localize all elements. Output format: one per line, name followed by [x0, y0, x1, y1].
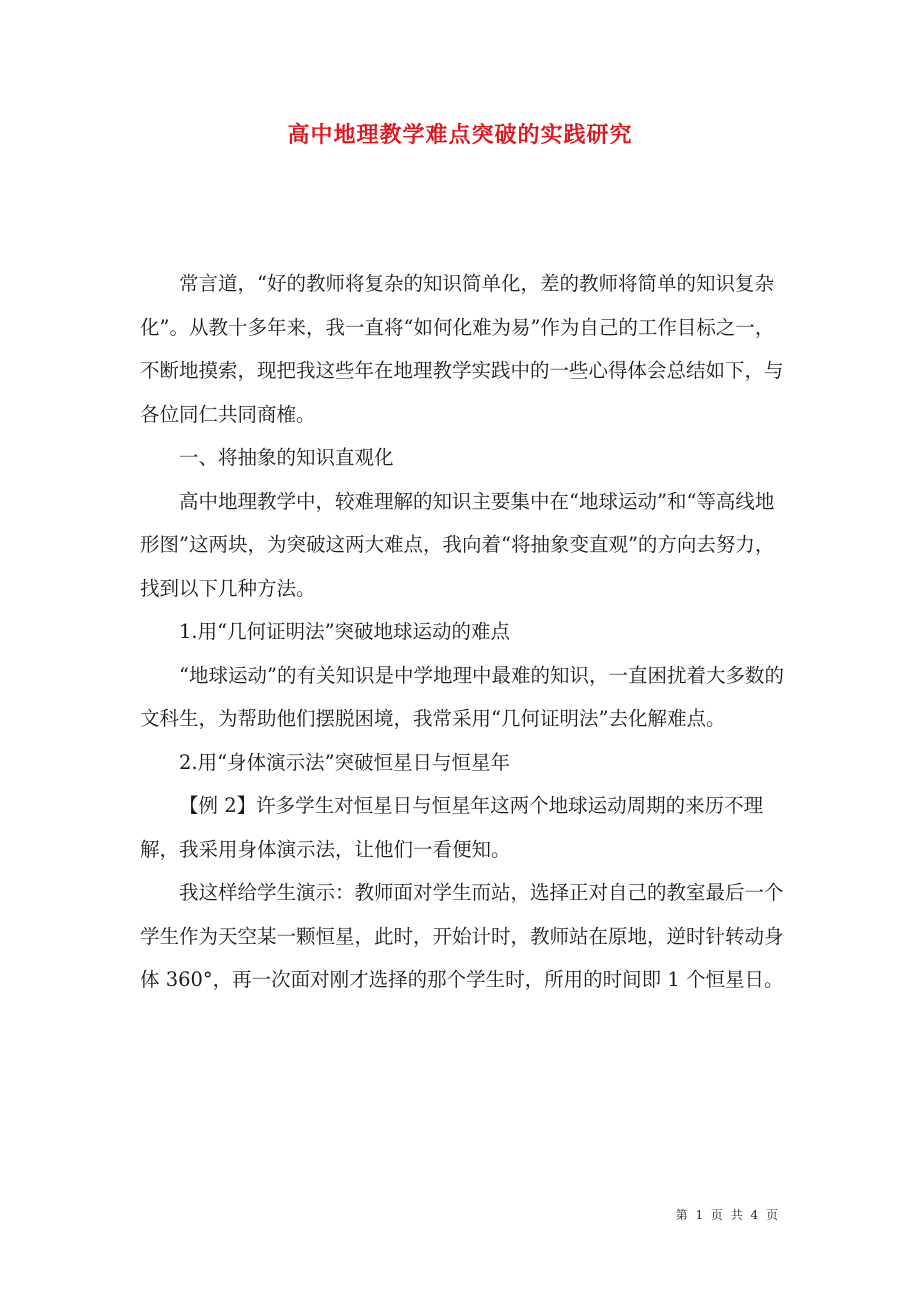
subheading-1: 1.用“几何证明法”突破地球运动的难点: [179, 620, 511, 643]
paragraph-intro: 常言道，“好的教师将复杂的知识简单化，差的教师将简单的知识复杂化”。从教十多年来，我一直将“如何化难为易”作为自己的工作目标之一，不断地摸索，现把我这些年在地理教学实践中的一些心得体会总结如下，与各位同仁共同商榷。: [140, 272, 784, 426]
page-title: 高中地理教学难点突破的实践研究: [287, 122, 633, 148]
section-heading-1: 一、将抽象的知识直观化: [179, 446, 394, 469]
paragraph-section-1: 高中地理教学中，较难理解的知识主要集中在“地球运动”和“等高线地形图”这两块，为突破这两大难点，我向着“将抽象变直观”的方向去努力，找到以下几种方法。: [140, 489, 775, 600]
paragraph-earth-motion: “地球运动”的有关知识是中学地理中最难的知识，一直困扰着大多数的文科生，为帮助他们摆脱困境，我常采用“几何证明法”去化解难点。: [140, 663, 784, 730]
subheading-2: 2.用“身体演示法”突破恒星日与恒星年: [179, 750, 511, 774]
page-number: 第 1 页 共 4 页: [675, 1208, 780, 1222]
document-body: [140, 262, 790, 1002]
paragraph-demonstration: 我这样给学生演示：教师面对学生而站，选择正对自己的教室最后一个学生作为天空某一颗恒星，此时，开始计时，教师站在原地，逆时针转动身体 360°，再一次面对刚才选择的那个学生时，所用的时间即 1 个恒星日。: [140, 881, 784, 991]
paragraph-example-2: 【例 2】许多学生对恒星日与恒星年这两个地球运动周期的来历不理解，我采用身体演示法，让他们一看便知。: [140, 794, 764, 861]
